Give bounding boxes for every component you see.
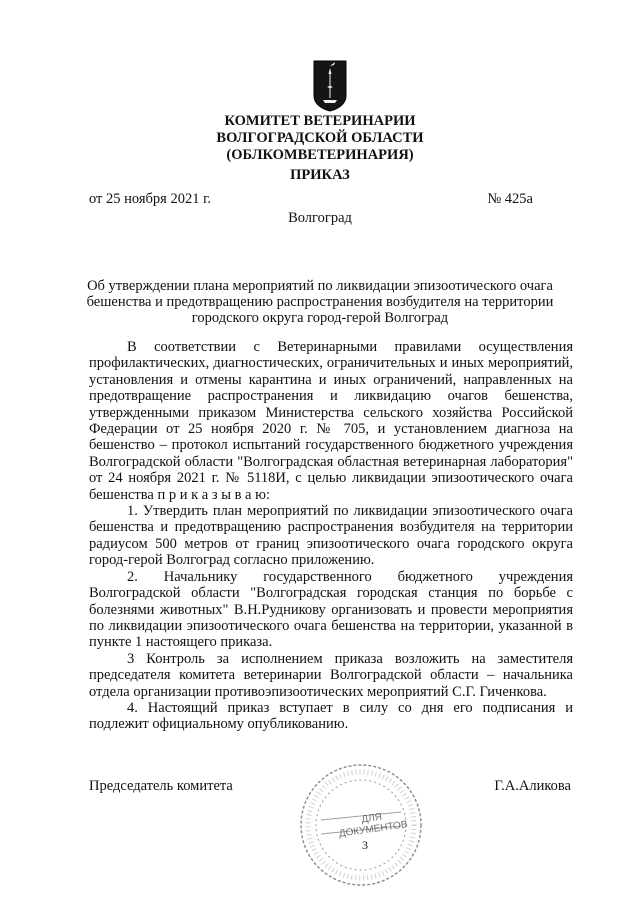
organization-name — [0, 113, 640, 164]
signatory-title: Председатель комитета — [89, 778, 233, 794]
preamble-paragraph — [89, 339, 573, 503]
order-item-4: 4. Настоящий приказ вступает в силу со дня его подписания и подлежит официальному опубликованию. — [89, 699, 573, 733]
org-line-3: (ОБЛКОМВЕТЕРИНАРИЯ) — [226, 147, 414, 163]
subject-line-1: Об утверждении плана мероприятий по ликвидации эпизоотического очага — [87, 278, 553, 294]
document-body — [89, 339, 573, 733]
org-line-2: ВОЛГОГРАДСКОЙ ОБЛАСТИ — [216, 130, 424, 146]
document-type: ПРИКАЗ — [290, 167, 350, 183]
order-item-2: 2. Начальнику государственного бюджетного учреждения Волгоградской области "Волгоградская городская станция по борьбе с болезнями животных" В.Н.Рудникову организовать и провести мероприятия по ликвидации эпизоотического очага бешенства на территории, указанной в пункте 1 настоящего приказа. — [89, 568, 573, 651]
volgograd-emblem-icon — [313, 60, 347, 112]
signatory-name: Г.А.Аликова — [494, 778, 571, 794]
document-number: № 425а — [487, 191, 533, 207]
org-line-1: КОМИТЕТ ВЕТЕРИНАРИИ — [224, 113, 416, 129]
subject-line-2: бешенства и предотвращению распространения возбудителя на территории — [86, 294, 554, 310]
document-subject — [60, 278, 580, 326]
order-word: п р и к а з ы в а ю: — [157, 486, 270, 503]
stamp-number: 3 — [362, 838, 368, 852]
subject-line-3: городского округа город-герой Волгоград — [191, 310, 449, 326]
order-item-1: 1. Утвердить план мероприятий по ликвидации эпизоотического очага бешенства и предотвращению распространения возбудителя на территории радиусом 500 метров от границ эпизоотического очага городского округа город-герой Волгоград согласно приложению. — [89, 503, 573, 569]
order-item-3: 3 Контроль за исполнением приказа возложить на заместителя председателя комитета ветеринарии Волгоградской области – начальника отдела организации противоэпизоотических мероприятий С.Г. Гиченкова. — [89, 650, 573, 700]
document-city: Волгоград — [288, 210, 352, 226]
preamble-text: В соответствии с Ветеринарными правилами осуществления профилактических, диагностических, ограничительных и иных мероприятий, установления и отмены карантина и иных ограничений, направленных на предотвращение распространения и ликвидацию очагов бешенства, утвержденными приказом Министерства сельского хозяйства Российской Федерации от 25 ноября 2020 г. № 705, и установлением диагноза на бешенство – протокол испытаний государственного бюджетного учреждения Волгоградской области "Волгоградская областная ветеринарная лаборатория" от 24 ноября 2021 г. № 5118И, с целью ликвидации эпизоотического очага бешенства — [89, 339, 573, 503]
document-date: от 25 ноября 2021 г. — [89, 191, 212, 207]
stamp-label: ДЛЯ ДОКУМЕНТОВ — [338, 811, 409, 840]
